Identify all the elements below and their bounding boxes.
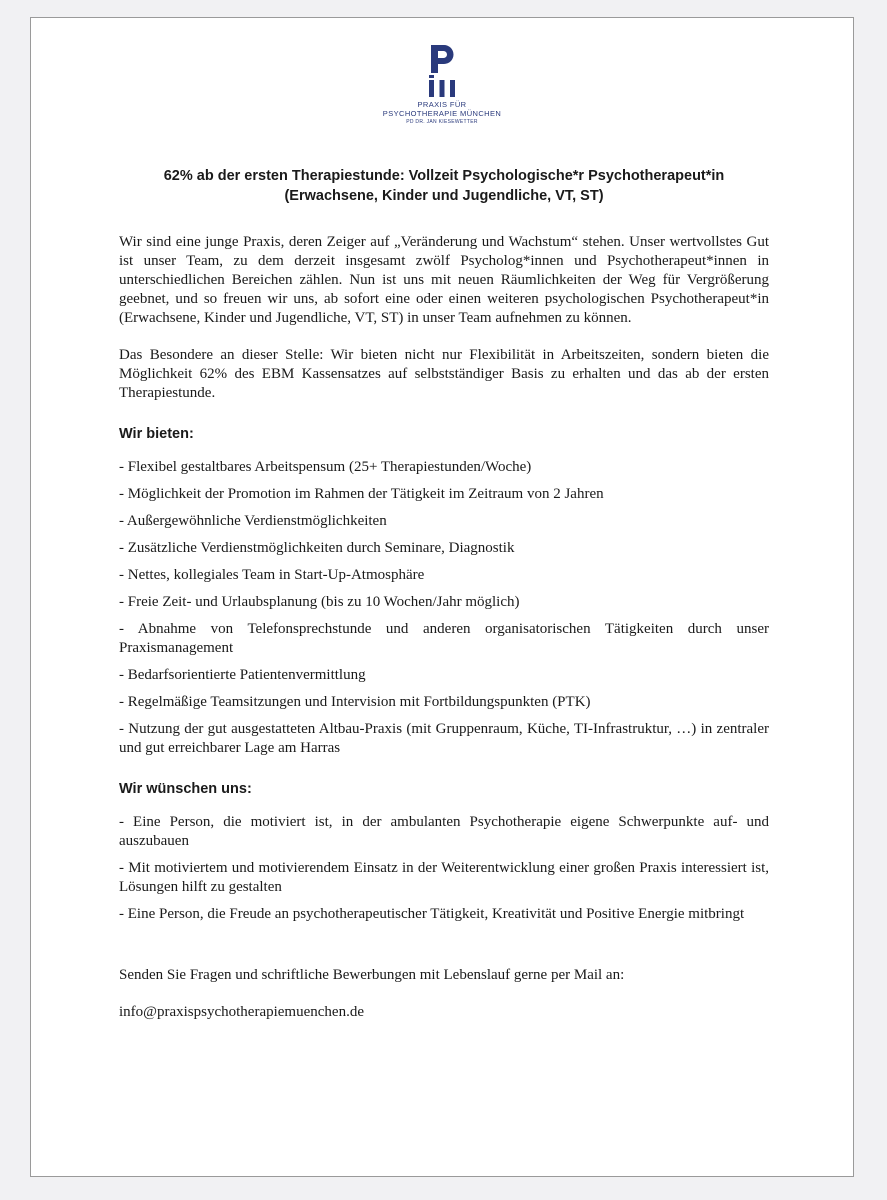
logo-text-praxis: PRAXIS FÜR [417,100,467,109]
list-item: - Freie Zeit- und Urlaubsplanung (bis zu 10 Wochen/Jahr möglich) [119,594,520,610]
list-item: - Eine Person, die motiviert ist, in der ambulanten Psychotherapie eigene Schwerpunkte auf- und auszubauen [119,814,769,849]
list-item: - Nettes, kollegiales Team in Start-Up-Atmosphäre [119,567,425,583]
logo-text-psychotherapie: PSYCHOTHERAPIE MÜNCHEN [382,109,502,118]
intro-paragraph: Wir sind eine junge Praxis, deren Zeiger auf „Veränderung und Wachstum“ stehen. Unser wertvollstes Gut ist unser Team, zu dem derzeit insgesamt zwölf Psycholog*innen und Psychotherapeut*innen in unterschiedlichen Bereichen zählen. Nun ist uns mit neuen Räumlichkeiten der Weg für Vergrößerung geebnet, und so freuen wir uns, ab sofort eine oder einen weiteren psychologischen Psychotherapeut*in (Erwachsene, Kinder und Jugendliche, VT, ST) in unser Team aufnehmen zu können. [119,234,769,326]
list-item: - Außergewöhnliche Verdienstmöglichkeiten [119,513,387,529]
list-item: - Regelmäßige Teamsitzungen und Intervision mit Fortbildungspunkten (PTK) [119,694,591,710]
practice-logo [31,42,853,126]
document-content [119,166,769,1022]
list-item: - Flexibel gestaltbares Arbeitspensum (25+ Therapiestunden/Woche) [119,459,532,475]
wish-list [119,813,769,924]
title-line-2: (Erwachsene, Kinder und Jugendliche, VT, ST) [284,188,604,204]
list-item: - Mit motiviertem und motivierendem Einsatz in der Weiterentwicklung einer großen Praxis interessiert ist, Lösungen hilft zu gestalten [119,860,769,895]
list-item: - Abnahme von Telefonsprechstunde und anderen organisatorischen Tätigkeiten durch unser Praxismanagement [119,621,769,656]
page-title [119,166,769,206]
document-page [30,17,854,1177]
wish-heading: Wir wünschen uns: [119,781,252,797]
offer-heading: Wir bieten: [119,426,194,442]
logo-text-doctor: PD DR. JAN KIESEWETTER [406,119,478,125]
special-paragraph: Das Besondere an dieser Stelle: Wir bieten nicht nur Flexibilität in Arbeitszeiten, sondern bieten die Möglichkeit 62% des EBM Kassensatzes auf selbstständiger Basis zu erhalten und das ab der ersten Therapiestunde. [119,347,769,401]
closing-text: Senden Sie Fragen und schriftliche Bewerbungen mit Lebenslauf gerne per Mail an: [119,967,625,983]
contact-email[interactable]: info@praxispsychotherapiemuenchen.de [119,1004,364,1020]
list-item: - Bedarfsorientierte Patientenvermittlung [119,667,366,683]
list-item: - Möglichkeit der Promotion im Rahmen der Tätigkeit im Zeitraum von 2 Jahren [119,486,604,502]
list-item: - Zusätzliche Verdienstmöglichkeiten durch Seminare, Diagnostik [119,540,515,556]
offer-list [119,458,769,758]
list-item: - Nutzung der gut ausgestatteten Altbau-Praxis (mit Gruppenraum, Küche, TI-Infrastruktur, …) in zentraler und gut erreichbarer Lage am Harras [119,721,769,756]
psi-logo-icon [422,42,462,100]
list-item: - Eine Person, die Freude an psychotherapeutischer Tätigkeit, Kreativität und Positive Energie mitbringt [119,906,745,922]
title-line-1: 62% ab der ersten Therapiestunde: Vollzeit Psychologische*r Psychotherapeut*in [163,168,725,184]
